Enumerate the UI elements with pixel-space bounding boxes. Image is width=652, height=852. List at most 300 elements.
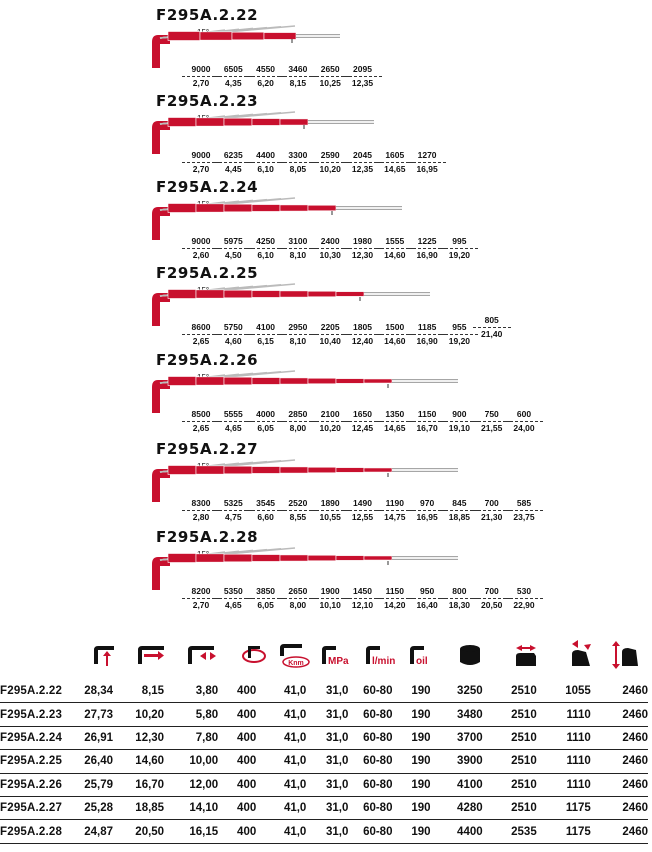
load-value: 530: [505, 587, 543, 599]
boom-section: [168, 204, 196, 213]
reach-value: 12,30: [351, 249, 374, 260]
boom-section: [252, 119, 280, 126]
load-value: 2205: [311, 323, 349, 335]
reach-value: 6,60: [257, 511, 274, 522]
reach-value: 14,65: [384, 422, 406, 433]
reach-value: 12,10: [351, 599, 374, 610]
model-block: [0, 353, 652, 435]
load-reach-pair: [505, 499, 543, 521]
boom-section: [308, 555, 336, 561]
spec-cell: 60-80: [348, 750, 392, 773]
load-reach-pair: [344, 65, 382, 87]
boom-section: [196, 290, 224, 298]
spec-cell: 3900: [431, 750, 483, 773]
reach-value: 12,45: [351, 422, 374, 433]
reach-value: 14,60: [384, 249, 406, 260]
reach-value: 10,55: [319, 511, 341, 522]
spec-cell: 190: [392, 773, 430, 796]
reach-value: 21,55: [481, 422, 503, 433]
spec-cell: 190: [392, 680, 430, 703]
spec-model-name: F295A.2.24: [0, 726, 84, 749]
reach-value: 8,10: [289, 335, 307, 346]
load-value: 970: [408, 499, 446, 511]
hydraulic-outreach-icon: [134, 636, 170, 672]
spec-cell: 31,0: [306, 703, 348, 726]
load-value: 5975: [214, 237, 252, 249]
crane-column: [152, 121, 170, 154]
boom-section: [336, 379, 364, 384]
load-value: 2650: [311, 65, 349, 77]
spec-cell: 60-80: [348, 680, 392, 703]
spec-cell: 12,00: [164, 773, 218, 796]
load-value: 1900: [311, 587, 349, 599]
load-value: 4400: [247, 151, 285, 163]
load-reach-pair: [440, 237, 478, 259]
spec-model-name: F295A.2.28: [0, 820, 84, 843]
reach-value: 6,10: [257, 163, 274, 174]
reach-value: 20,50: [481, 599, 503, 610]
load-value: 700: [473, 587, 511, 599]
model-title: F295A.2.24: [156, 178, 259, 196]
load-value: 900: [440, 410, 478, 422]
width-icon: [508, 636, 544, 672]
reach-value: 18,30: [448, 599, 471, 610]
boom-section: [364, 379, 392, 383]
load-value: 2650: [279, 587, 317, 599]
reach-value: 10,20: [319, 422, 341, 433]
boom-section: [224, 377, 252, 385]
boom-section: [232, 32, 264, 40]
load-value: 585: [505, 499, 543, 511]
reach-value: 18,85: [448, 511, 471, 522]
reach-value: 21,30: [481, 511, 503, 522]
spec-cell: 400: [218, 796, 256, 819]
spec-cell: 2460: [591, 750, 648, 773]
spec-cell: 8,15: [113, 680, 164, 703]
spec-cell: 41,0: [256, 773, 306, 796]
load-value: 2520: [279, 499, 317, 511]
spec-cell: 190: [392, 726, 430, 749]
load-value: 8200: [182, 587, 220, 599]
boom-section: [280, 119, 308, 125]
spec-cell: 26,91: [84, 726, 113, 749]
load-value: 1225: [408, 237, 446, 249]
reach-value: 16,90: [416, 335, 438, 346]
boom-section: [196, 377, 224, 385]
load-value: 2850: [279, 410, 317, 422]
spec-cell: 400: [218, 726, 256, 749]
torque-icon: [276, 636, 312, 672]
reach-value: 4,65: [225, 599, 242, 610]
boom-section: [308, 467, 336, 473]
spec-cell: 60-80: [348, 726, 392, 749]
load-value: 6505: [214, 65, 252, 77]
model-title: F295A.2.23: [156, 92, 259, 110]
crane-boom-diagram: [0, 442, 652, 502]
spec-cell: 31,0: [306, 750, 348, 773]
spec-cell: 2510: [483, 750, 537, 773]
reach-value: 16,95: [416, 163, 438, 174]
load-reach-pair: [408, 151, 446, 173]
weight-icon: [452, 636, 488, 672]
spec-row: [0, 796, 648, 819]
spec-cell: 60-80: [348, 773, 392, 796]
load-value: 1490: [344, 499, 382, 511]
spec-cell: 28,34: [84, 680, 113, 703]
boom-section: [168, 118, 196, 127]
load-value: 1270: [408, 151, 446, 163]
reach-value: 2,70: [192, 77, 210, 88]
load-value: 1805: [344, 323, 382, 335]
reach-value: 8,05: [289, 163, 307, 174]
load-value: 1185: [408, 323, 446, 335]
crane-boom-diagram: [0, 530, 652, 590]
boom-section: [252, 291, 280, 298]
boom-section: [336, 468, 364, 473]
spec-model-name: F295A.2.22: [0, 680, 84, 703]
spec-cell: 31,0: [306, 820, 348, 843]
boom-section: [364, 468, 392, 472]
load-value: 750: [473, 410, 511, 422]
boom-section: [196, 554, 224, 562]
reach-value: 2,70: [192, 599, 210, 610]
boom-section: [336, 556, 364, 561]
spec-cell: 2510: [483, 726, 537, 749]
manual-extension-icon: [184, 636, 220, 672]
load-value: 5325: [214, 499, 252, 511]
boom-section: [280, 378, 308, 384]
load-value: 2590: [311, 151, 349, 163]
reach-value: 14,65: [384, 163, 406, 174]
spec-cell: 27,73: [84, 703, 113, 726]
spec-cell: 31,0: [306, 680, 348, 703]
spec-cell: 2510: [483, 773, 537, 796]
boom-section: [224, 118, 252, 126]
reach-value: 19,20: [448, 335, 471, 346]
load-value: 9000: [182, 151, 220, 163]
reach-value: 8,10: [289, 249, 307, 260]
reach-value: 10,10: [319, 599, 341, 610]
load-value: 9000: [182, 65, 220, 77]
spec-cell: 4100: [431, 773, 483, 796]
spec-cell: 12,30: [113, 726, 164, 749]
reach-value: 23,75: [513, 511, 535, 522]
height-icon: [90, 636, 126, 672]
load-value: 3850: [247, 587, 285, 599]
reach-value: 16,40: [416, 599, 438, 610]
boom-section: [168, 32, 200, 41]
spec-cell: 60-80: [348, 703, 392, 726]
load-value: 8300: [182, 499, 220, 511]
load-value: 2950: [279, 323, 317, 335]
crane-boom-diagram: [0, 8, 652, 68]
boom-section: [196, 204, 224, 212]
reach-value: 4,35: [225, 77, 242, 88]
model-block: [0, 442, 652, 524]
boom-section: [224, 290, 252, 298]
reach-value: 2,80: [192, 511, 210, 522]
svg-text:l/min: l/min: [372, 656, 396, 667]
boom-section: [336, 292, 364, 297]
spec-cell: 31,0: [306, 796, 348, 819]
spec-cell: 2460: [591, 703, 648, 726]
boom-section: [308, 291, 336, 297]
crane-column: [152, 293, 170, 326]
boom-section: [252, 205, 280, 212]
crane-boom-diagram: [0, 94, 652, 154]
load-value: 5350: [214, 587, 252, 599]
load-value: 3460: [279, 65, 317, 77]
spec-cell: 16,15: [164, 820, 218, 843]
load-value: 995: [440, 237, 478, 249]
boom-section: [168, 554, 196, 563]
spec-cell: 41,0: [256, 820, 306, 843]
boom-section: [308, 378, 336, 384]
boom-section: [280, 291, 308, 297]
svg-text:MPa: MPa: [328, 656, 349, 667]
crane-boom-diagram: [0, 353, 652, 413]
boom-section: [264, 33, 296, 40]
reach-value: 4,75: [225, 511, 242, 522]
reach-value: 22,90: [513, 599, 535, 610]
load-value: 2100: [311, 410, 349, 422]
spec-cell: 41,0: [256, 726, 306, 749]
spec-cell: 41,0: [256, 680, 306, 703]
model-title: F295A.2.22: [156, 6, 259, 24]
reach-value: 16,95: [416, 511, 438, 522]
reach-value: 2,70: [192, 163, 210, 174]
load-value: 805: [473, 316, 511, 328]
reach-value: 10,40: [319, 335, 341, 346]
load-value: 1150: [408, 410, 446, 422]
spec-row: [0, 750, 648, 773]
spec-row: [0, 703, 648, 726]
load-value: 955: [440, 323, 478, 335]
spec-cell: 1055: [537, 680, 591, 703]
reach-value: 8,55: [289, 511, 307, 522]
reach-value: 19,10: [448, 422, 471, 433]
spec-cell: 31,0: [306, 773, 348, 796]
load-value: 5750: [214, 323, 252, 335]
reach-value: 12,40: [351, 335, 374, 346]
load-value: 600: [505, 410, 543, 422]
boom-section: [280, 467, 308, 473]
boom-section: [224, 466, 252, 474]
boom-section: [168, 377, 196, 386]
boom-section: [224, 554, 252, 562]
reach-value: 8,00: [289, 422, 307, 433]
load-value: 1450: [344, 587, 382, 599]
crane-boom-diagram: [0, 266, 652, 326]
spec-cell: 60-80: [348, 820, 392, 843]
svg-text:Knm: Knm: [288, 660, 304, 667]
load-value: 3545: [247, 499, 285, 511]
reach-value: 4,60: [225, 335, 242, 346]
spec-cell: 1110: [537, 703, 591, 726]
load-value: 1980: [344, 237, 382, 249]
load-value: 1500: [376, 323, 414, 335]
spec-cell: 3250: [431, 680, 483, 703]
load-value: 800: [440, 587, 478, 599]
spec-cell: 10,20: [113, 703, 164, 726]
reach-value: 10,20: [319, 163, 341, 174]
load-reach-pair: [505, 587, 543, 609]
spec-cell: 4400: [431, 820, 483, 843]
boom-section: [364, 556, 392, 560]
spec-cell: 2460: [591, 796, 648, 819]
reach-value: 4,45: [225, 163, 242, 174]
load-value: 700: [473, 499, 511, 511]
spec-row: [0, 820, 648, 843]
pressure-icon: [318, 636, 354, 672]
boom-section: [224, 204, 252, 212]
reach-value: 14,60: [384, 335, 406, 346]
crane-column: [152, 207, 170, 240]
crane-column: [152, 380, 170, 413]
boom-section: [196, 466, 224, 474]
spec-cell: 3480: [431, 703, 483, 726]
boom-section: [200, 32, 232, 40]
spec-cell: 4280: [431, 796, 483, 819]
reach-value: 21,40: [481, 328, 503, 339]
spec-cell: 400: [218, 680, 256, 703]
load-value: 2045: [344, 151, 382, 163]
reach-value: 14,20: [384, 599, 406, 610]
reach-value: 16,90: [416, 249, 438, 260]
reach-value: 14,75: [384, 511, 406, 522]
reach-value: 12,35: [351, 163, 374, 174]
load-value: 3300: [279, 151, 317, 163]
load-value: 2095: [344, 65, 382, 77]
boom-section: [308, 205, 336, 211]
spec-cell: 190: [392, 750, 430, 773]
spec-cell: 7,80: [164, 726, 218, 749]
spec-cell: 16,70: [113, 773, 164, 796]
spec-cell: 190: [392, 796, 430, 819]
spec-row: [0, 773, 648, 796]
load-value: 1890: [311, 499, 349, 511]
spec-cell: 190: [392, 820, 430, 843]
model-block: [0, 94, 652, 176]
spec-cell: 2510: [483, 796, 537, 819]
spec-cell: 2460: [591, 773, 648, 796]
spec-cell: 2535: [483, 820, 537, 843]
spec-cell: 18,85: [113, 796, 164, 819]
spec-cell: 14,10: [164, 796, 218, 819]
spec-cell: 26,40: [84, 750, 113, 773]
spec-model-name: F295A.2.23: [0, 703, 84, 726]
reach-value: 8,00: [289, 599, 307, 610]
crane-column: [152, 469, 170, 502]
spec-cell: 3,80: [164, 680, 218, 703]
load-value: 6235: [214, 151, 252, 163]
load-value: 1350: [376, 410, 414, 422]
load-reach-pair: [505, 410, 543, 432]
reach-value: 12,35: [351, 77, 374, 88]
reach-value: 19,20: [448, 249, 471, 260]
spec-cell: 31,0: [306, 726, 348, 749]
spec-model-name: F295A.2.25: [0, 750, 84, 773]
spec-cell: 400: [218, 773, 256, 796]
reach-value: 4,50: [225, 249, 242, 260]
reach-value: 2,60: [192, 249, 210, 260]
load-value: 4550: [247, 65, 285, 77]
spec-cell: 1175: [537, 796, 591, 819]
spec-cell: 2460: [591, 820, 648, 843]
load-value: 9000: [182, 237, 220, 249]
model-title: F295A.2.27: [156, 440, 259, 458]
model-block: [0, 530, 652, 612]
spec-cell: 1110: [537, 750, 591, 773]
svg-text:oil: oil: [416, 656, 428, 667]
crane-boom-diagram: [0, 180, 652, 240]
reach-value: 16,70: [416, 422, 438, 433]
reach-value: 2,65: [192, 422, 210, 433]
spec-cell: 3700: [431, 726, 483, 749]
reach-value: 6,05: [257, 422, 274, 433]
spec-cell: 41,0: [256, 750, 306, 773]
oil-icon: [406, 636, 442, 672]
reach-value: 6,15: [257, 335, 274, 346]
spec-row: [0, 726, 648, 749]
spec-cell: 25,28: [84, 796, 113, 819]
spec-cell: 2460: [591, 726, 648, 749]
load-value: 1190: [376, 499, 414, 511]
boom-section: [252, 378, 280, 385]
slewing-angle-icon: [236, 636, 272, 672]
load-value: 4100: [247, 323, 285, 335]
spec-cell: 400: [218, 820, 256, 843]
reach-value: 8,15: [289, 77, 307, 88]
load-value: 1605: [376, 151, 414, 163]
spec-cell: 400: [218, 703, 256, 726]
spec-icons-row: [0, 636, 652, 672]
crane-column: [152, 557, 170, 590]
reach-value: 10,25: [319, 77, 341, 88]
spec-cell: 190: [392, 703, 430, 726]
model-title: F295A.2.25: [156, 264, 259, 282]
reach-value: 6,20: [257, 77, 274, 88]
reach-value: 4,65: [225, 422, 242, 433]
model-title: F295A.2.26: [156, 351, 259, 369]
spec-cell: 2460: [591, 680, 648, 703]
load-value: 5555: [214, 410, 252, 422]
load-reach-pair: [473, 316, 511, 338]
load-value: 2400: [311, 237, 349, 249]
load-value: 950: [408, 587, 446, 599]
boom-section: [280, 555, 308, 561]
boom-section: [252, 467, 280, 474]
boom-section: [280, 205, 308, 211]
spec-cell: 41,0: [256, 796, 306, 819]
spec-cell: 1110: [537, 773, 591, 796]
height-dimension-icon: [606, 636, 642, 672]
model-block: [0, 180, 652, 262]
boom-section: [196, 118, 224, 126]
spec-cell: 400: [218, 750, 256, 773]
reach-value: 2,65: [192, 335, 210, 346]
spec-cell: 10,00: [164, 750, 218, 773]
model-block: [0, 8, 652, 90]
boom-section: [252, 555, 280, 562]
load-value: 4250: [247, 237, 285, 249]
load-value: 845: [440, 499, 478, 511]
load-value: 4000: [247, 410, 285, 422]
reach-value: 10,30: [319, 249, 341, 260]
spec-row: [0, 680, 648, 703]
reach-value: 6,05: [257, 599, 274, 610]
crane-column: [152, 35, 170, 68]
